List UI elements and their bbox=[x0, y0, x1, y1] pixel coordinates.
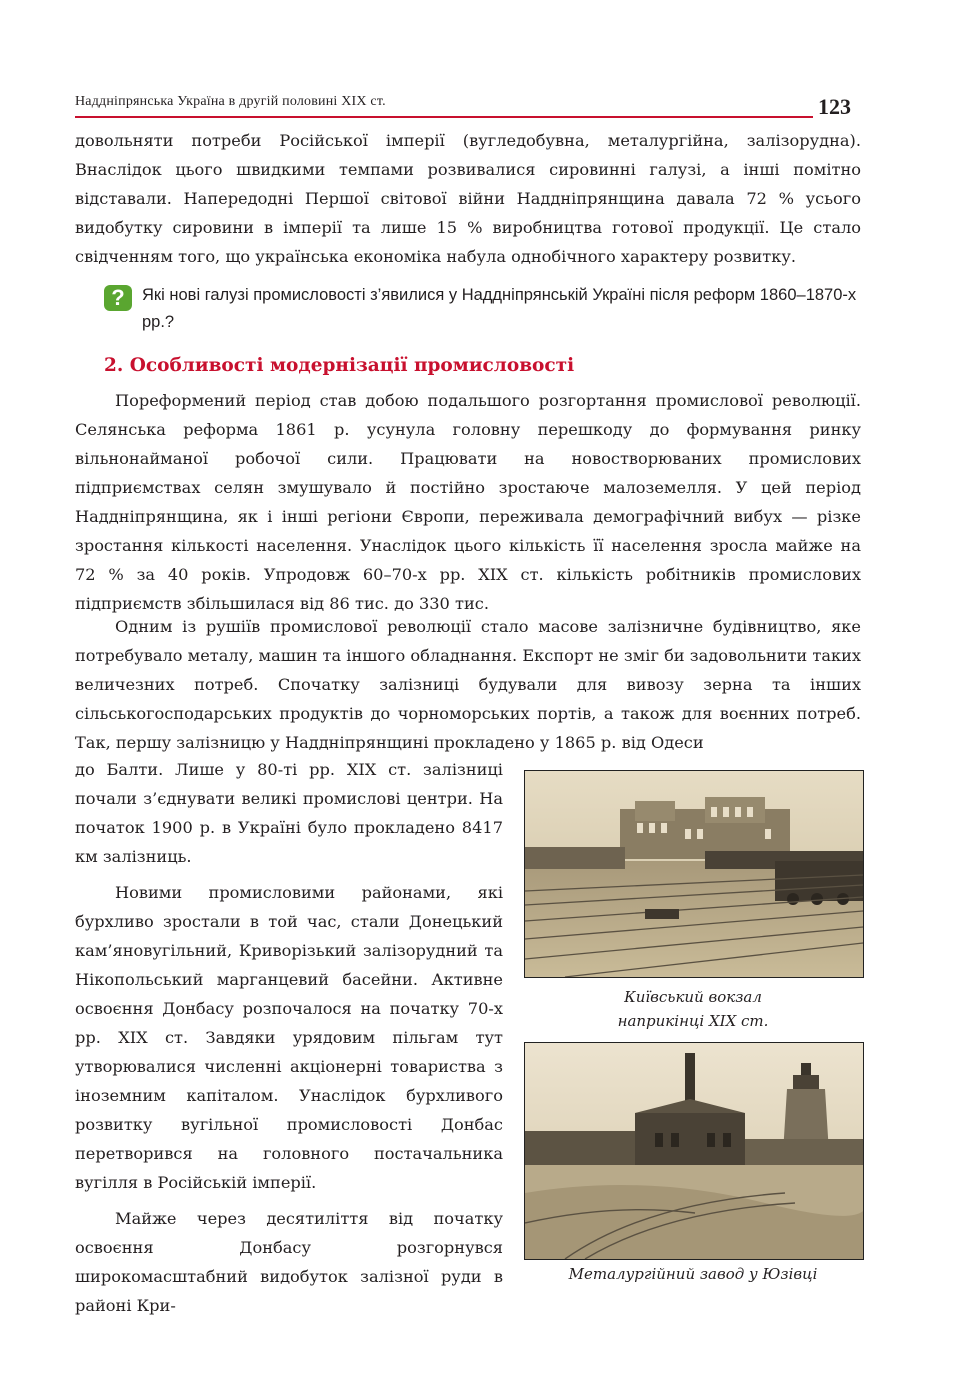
text-column bbox=[75, 755, 503, 1320]
header-title: Наддніпрянська Україна в другій половині XIX ст. bbox=[75, 94, 386, 109]
section-title: 2. Особливості модернізації промисловості bbox=[104, 355, 575, 376]
question-icon: ? bbox=[104, 285, 132, 311]
running-header bbox=[75, 88, 813, 118]
page-number: 123 bbox=[818, 94, 851, 119]
paragraph-5: Новими промисловими районами, які бурхливо зростали в той час, стали Донецький кам’яновугільний, Криворізький залізорудний та Нікопольський марганцевий басейни. Активне освоєння Донбасу розпочалося на початку 70-х рр. XIX ст. Завдяки урядовим пільгам тут утворювалися численні акціонерні товариства з іноземним капіталом. Унаслідок бурхливого розвитку вугільної промисловості Донбас перетворився на головного постачальника вугілля в Російській імперії. bbox=[75, 883, 503, 1192]
photo1-caption-line2: наприкінці XIX ст. bbox=[617, 1012, 769, 1030]
yuzivka-plant-photo bbox=[524, 1042, 864, 1260]
paragraph-1: довольняти потреби Російської імперії (вугледобувна, металургійна, залізорудна). Внаслідок цього швидкими темпами розвивалися сировинні галузі, а інші помітно відставали. Напередодні Першої світової війни Наддніпрянщина давала 72 % усього видобутку сировини в імперії та лише 15 % виробництва готової продукції. Це стало свідченням того, що українська економіка набула однобічного характеру розвитку. bbox=[75, 131, 861, 266]
paragraph-6: Майже через десятиліття від початку освоєння Донбасу розгорнувся широкомасштабний видобуток залізної руди в районі Кри- bbox=[75, 1209, 503, 1315]
paragraph-3: Одним із рушіїв промислової революції стало масове залізничне будівництво, яке потребувало металу, машин та іншого обладнання. Експорт не зміг би задовольнити таких величезних потреб. Спочатку залізниці будували для вивозу зерна та інших сільськогосподарських продуктів до чорноморських портів, а також для воєнних потреб. Так, першу залізницю у Наддніпрянщині прокладено у 1865 р. від Одеси bbox=[75, 617, 862, 752]
photo2-caption: Металургійний завод у Юзівці bbox=[568, 1265, 818, 1283]
photo1-caption-line1: Київський вокзал bbox=[624, 988, 762, 1006]
kyiv-station-photo bbox=[524, 770, 864, 978]
photo1-caption bbox=[524, 985, 862, 1033]
question-text: Які нові галузі промисловості з’явилися у Наддніпрянській Україні після реформ 1860–1870-х рр.? bbox=[142, 286, 857, 331]
paragraph-4: до Балти. Лише у 80-ті рр. XIX ст. залізниці почали з’єднувати великі промислові центри. На початок 1900 р. в Україні було прокладено 8417 км залізниць. bbox=[75, 760, 503, 866]
paragraph-2: Пореформений період став добою подальшого розгортання промислової революції. Селянська реформа 1861 р. усунула головну перешкоду до формування ринку вільнонайманої робочої сили. Працювати на новостворюваних промислових підприємствах селян змушувало й постійно зростаюче малоземелля. У цей період Наддніпрянщина, як і інші регіони Європи, переживала демографічний вибух — різке зростання кількості населення. Унаслідок цього кількість її населення зросла майже на 72 % за 40 років. Упродовж 60–70-х рр. XIX ст. кількість робітників промислових підприємств збільшилася від 86 тис. до 330 тис. bbox=[75, 391, 861, 613]
